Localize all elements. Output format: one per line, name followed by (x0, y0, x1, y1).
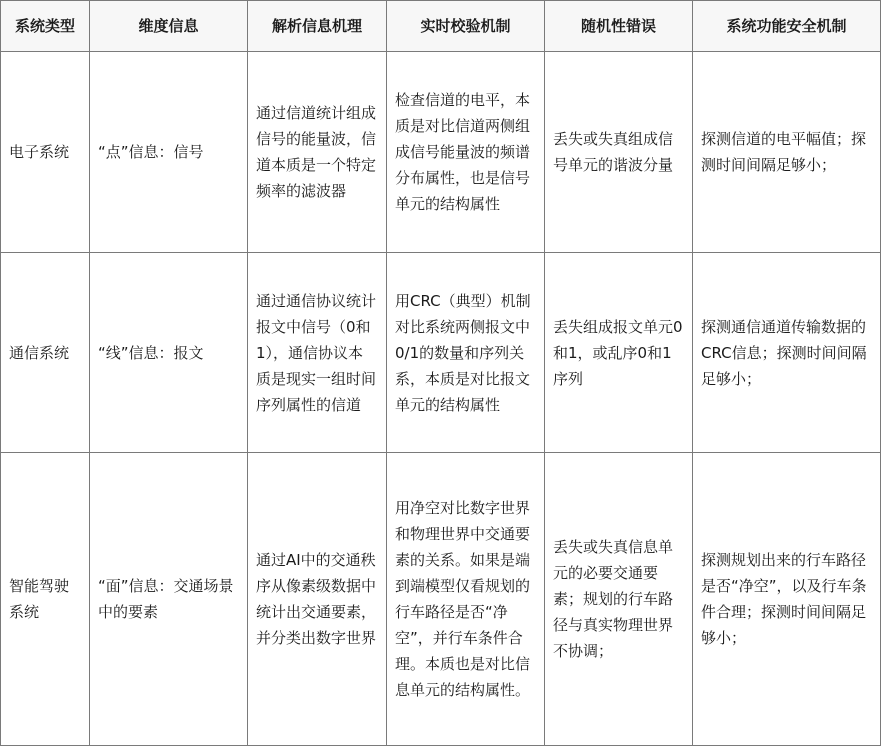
table-row (1, 52, 881, 253)
cell-dimension-info: “线”信息：报文 (90, 253, 248, 453)
cell-dimension-info: “点”信息：信号 (90, 52, 248, 253)
cell-parse-mechanism: 通过信道统计组成信号的能量波，信道本质是一个特定频率的滤波器 (248, 52, 387, 253)
cell-safety-mechanism: 探测通信通道传输数据的CRC信息；探测时间间隔足够小； (693, 253, 881, 453)
header-row (1, 1, 881, 52)
cell-system-type: 通信系统 (1, 253, 90, 453)
cell-parse-mechanism: 通过通信协议统计报文中信号（0和1），通信协议本质是现实一组时间序列属性的信道 (248, 253, 387, 453)
cell-system-type: 智能驾驶系统 (1, 453, 90, 746)
header-realtime-check: 实时校验机制 (387, 1, 545, 52)
cell-system-type: 电子系统 (1, 52, 90, 253)
cell-realtime-check: 检查信道的电平，本质是对比信道两侧组成信号能量波的频谱分布属性，也是信号单元的结构属性 (387, 52, 545, 253)
header-dimension-info: 维度信息 (90, 1, 248, 52)
header-system-type: 系统类型 (1, 1, 90, 52)
cell-random-error: 丢失或失真信息单元的必要交通要素；规划的行车路径与真实物理世界不协调； (545, 453, 693, 746)
table-row (1, 253, 881, 453)
header-safety-mechanism: 系统功能安全机制 (693, 1, 881, 52)
cell-parse-mechanism: 通过AI中的交通秩序从像素级数据中统计出交通要素，并分类出数字世界 (248, 453, 387, 746)
cell-realtime-check: 用净空对比数字世界和物理世界中交通要素的关系。如果是端到端模型仅看规划的行车路径是否“净空”，并行车条件合理。本质也是对比信息单元的结构属性。 (387, 453, 545, 746)
header-parse-mechanism: 解析信息机理 (248, 1, 387, 52)
table-row (1, 453, 881, 746)
cell-random-error: 丢失或失真组成信号单元的谐波分量 (545, 52, 693, 253)
cell-safety-mechanism: 探测信道的电平幅值；探测时间间隔足够小； (693, 52, 881, 253)
header-random-error: 随机性错误 (545, 1, 693, 52)
cell-realtime-check: 用CRC（典型）机制对比系统两侧报文中0/1的数量和序列关系，本质是对比报文单元的结构属性 (387, 253, 545, 453)
cell-safety-mechanism: 探测规划出来的行车路径是否“净空”，以及行车条件合理；探测时间间隔足够小； (693, 453, 881, 746)
cell-random-error: 丢失组成报文单元0和1，或乱序0和1序列 (545, 253, 693, 453)
cell-dimension-info: “面”信息：交通场景中的要素 (90, 453, 248, 746)
